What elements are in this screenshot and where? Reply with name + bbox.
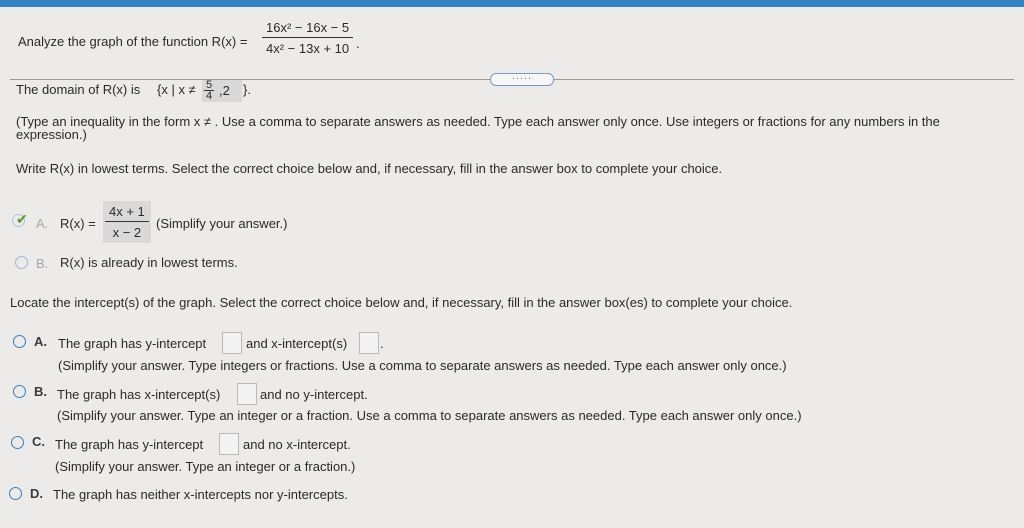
choice-a-answer-box[interactable] bbox=[103, 201, 151, 243]
intercept-a-letter: A. bbox=[34, 334, 47, 349]
intercept-b-text2: and no y-intercept. bbox=[260, 387, 368, 402]
choice-b-radio[interactable] bbox=[15, 256, 28, 269]
intercept-b-hint: (Simplify your answer. Type an integer or a fraction. Use a comma to separate answers as needed. Type each answer only once.) bbox=[57, 408, 802, 423]
domain-answer-top: 5 bbox=[206, 79, 213, 91]
question-fraction bbox=[262, 20, 353, 56]
intercept-c-radio[interactable] bbox=[11, 436, 24, 449]
intercept-c-hint: (Simplify your answer. Type an integer or a fraction.) bbox=[55, 459, 356, 474]
checkmark-icon: ✔ bbox=[16, 211, 28, 227]
question-prefix: Analyze the graph of the function R(x) = bbox=[18, 34, 248, 49]
y-intercept-input[interactable] bbox=[222, 332, 242, 354]
lowest-terms-prompt: Write R(x) in lowest terms. Select the correct choice below and, if necessary, fill in the answer box to complete your choice. bbox=[16, 161, 723, 176]
intercept-c-text1: The graph has y-intercept bbox=[55, 437, 204, 452]
domain-hint-line2: expression.) bbox=[16, 127, 87, 142]
intercept-a-radio[interactable] bbox=[13, 335, 26, 348]
intercept-a-text1: The graph has y-intercept bbox=[58, 336, 207, 351]
y-intercept-only-input[interactable] bbox=[219, 433, 239, 455]
intercept-d-letter: D. bbox=[30, 486, 43, 501]
domain-set-open: {x | x ≠ bbox=[157, 82, 196, 97]
intercept-b-text1: The graph has x-intercept(s) bbox=[57, 387, 221, 402]
domain-answer-rest: ,2 bbox=[219, 83, 230, 98]
choice-a-numerator: 4x + 1 bbox=[105, 204, 149, 222]
choice-b-letter: B. bbox=[36, 256, 49, 271]
choice-a-denominator: x − 2 bbox=[112, 225, 142, 240]
intercept-d-text: The graph has neither x-intercepts nor y-intercepts. bbox=[53, 487, 348, 502]
intercept-c-text2: and no x-intercept. bbox=[243, 437, 351, 452]
intercept-b-letter: B. bbox=[34, 384, 47, 399]
question-denominator: 4x² − 13x + 10 bbox=[266, 41, 350, 56]
choice-a-hint: (Simplify your answer.) bbox=[156, 216, 288, 231]
question-numerator: 16x² − 16x − 5 bbox=[262, 20, 353, 38]
more-options-button[interactable]: ····· bbox=[490, 73, 554, 86]
choice-b-text: R(x) is already in lowest terms. bbox=[60, 255, 238, 270]
top-accent-bar bbox=[0, 0, 1024, 7]
intercept-a-text2: and x-intercept(s) bbox=[246, 336, 348, 351]
intercepts-prompt: Locate the intercept(s) of the graph. Select the correct choice below and, if necessary, fill in the answer box(es) to complete your choice. bbox=[10, 295, 793, 310]
choice-a-label: R(x) = bbox=[60, 216, 96, 231]
domain-text: The domain of R(x) is bbox=[16, 82, 141, 97]
domain-answer-bottom: 4 bbox=[206, 90, 213, 102]
domain-set-close: }. bbox=[243, 82, 251, 97]
intercept-a-text3: . bbox=[380, 336, 384, 351]
intercept-b-radio[interactable] bbox=[13, 385, 26, 398]
x-intercepts-input[interactable] bbox=[359, 332, 379, 354]
intercept-d-radio[interactable] bbox=[9, 487, 22, 500]
intercept-a-hint: (Simplify your answer. Type integers or fractions. Use a comma to separate answers as needed. Type each answer only once.) bbox=[58, 358, 787, 373]
domain-hint-line1: (Type an inequality in the form x ≠ . Use a comma to separate answers as needed. Type each answer only once. Use integers or fractions for any numbers in the bbox=[16, 114, 940, 129]
question-period: . bbox=[356, 36, 360, 51]
x-intercepts-only-input[interactable] bbox=[237, 383, 257, 405]
domain-answer-fraction bbox=[204, 80, 214, 102]
intercept-c-letter: C. bbox=[32, 434, 45, 449]
choice-a-letter: A. bbox=[36, 216, 49, 231]
domain-answer-box[interactable] bbox=[202, 80, 242, 102]
